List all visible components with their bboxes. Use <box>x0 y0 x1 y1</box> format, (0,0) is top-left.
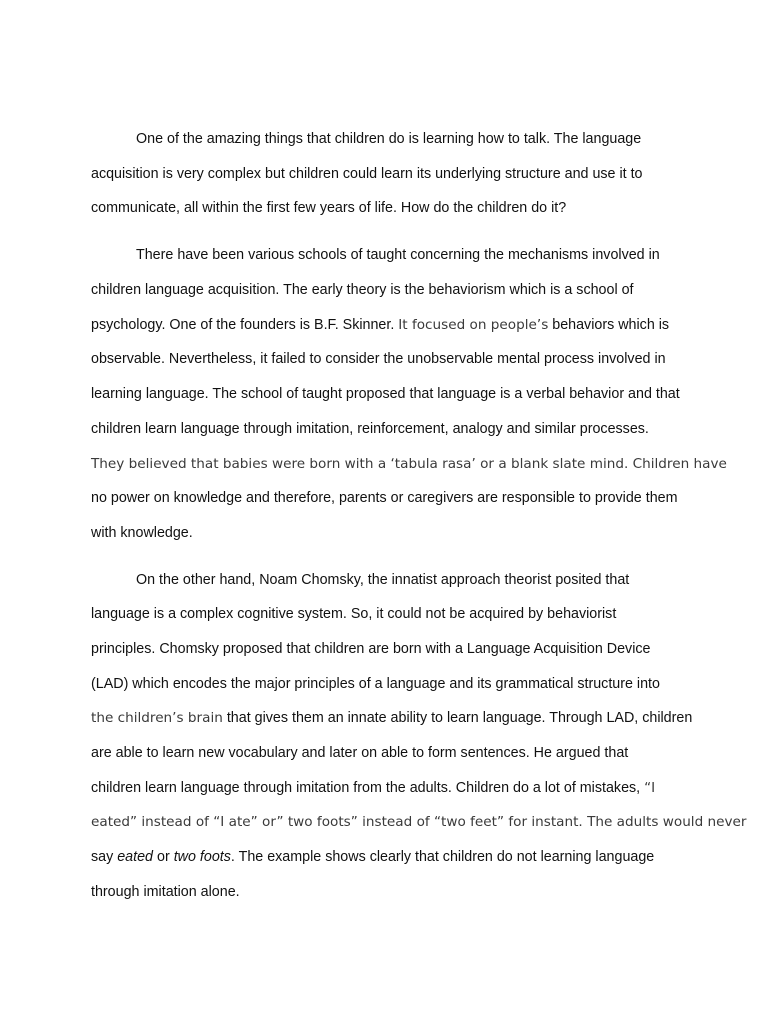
text-line: no power on knowledge and therefore, parents or caregivers are responsible to provide them <box>91 490 678 506</box>
text-line <box>91 316 669 334</box>
text-line <box>91 709 692 727</box>
text-line: children learn language through imitation, reinforcement, analogy and similar processes. <box>91 421 649 437</box>
text-run: children learn language through imitation from the adults. Children do a lot of mistakes, <box>91 780 645 796</box>
text-run: “I <box>644 780 656 796</box>
text-line: communicate, all within the first few years of life. How do the children do it? <box>91 200 567 216</box>
text-run: that gives them an innate ability to learn language. Through LAD, children <box>222 710 693 726</box>
text-run: It focused on people’s <box>398 317 549 333</box>
text-line: with knowledge. <box>91 525 193 541</box>
text-line: acquisition is very complex but children could learn its underlying structure and use it to <box>91 166 643 182</box>
italic-run: eated <box>117 849 154 865</box>
text-line <box>91 848 654 866</box>
text-run: the children’s brain <box>91 710 223 726</box>
text-line: learning language. The school of taught proposed that language is a verbal behavior and that <box>91 386 680 402</box>
text-line: One of the amazing things that children do is learning how to talk. The language <box>136 131 642 147</box>
text-run: say <box>91 849 118 865</box>
text-line: (LAD) which encodes the major principles of a language and its grammatical structure into <box>91 676 660 692</box>
text-run: psychology. One of the founders is B.F. Skinner. <box>91 317 399 333</box>
text-line: They believed that babies were born with a ‘tabula rasa’ or a blank slate mind. Children have <box>91 456 727 472</box>
text-line: children language acquisition. The early theory is the behaviorism which is a school of <box>91 282 634 298</box>
text-run: or <box>153 849 174 865</box>
text-line <box>91 779 655 797</box>
text-line: observable. Nevertheless, it failed to consider the unobservable mental process involved in <box>91 351 666 367</box>
text-line: eated” instead of “I ate” or” two foots” instead of “two feet” for instant. The adults would never <box>91 814 747 830</box>
text-line: through imitation alone. <box>91 884 240 900</box>
italic-run: two foots <box>173 849 231 865</box>
text-line: are able to learn new vocabulary and later on able to form sentences. He argued that <box>91 745 629 761</box>
text-line: language is a complex cognitive system. So, it could not be acquired by behaviorist <box>91 606 617 622</box>
text-run: . The example shows clearly that children do not learning language <box>230 849 655 865</box>
text-run: behaviors which is <box>548 317 670 333</box>
text-line: On the other hand, Noam Chomsky, the innatist approach theorist posited that <box>136 572 630 588</box>
text-line: There have been various schools of taught concerning the mechanisms involved in <box>136 247 660 263</box>
text-line: principles. Chomsky proposed that children are born with a Language Acquisition Device <box>91 641 651 657</box>
